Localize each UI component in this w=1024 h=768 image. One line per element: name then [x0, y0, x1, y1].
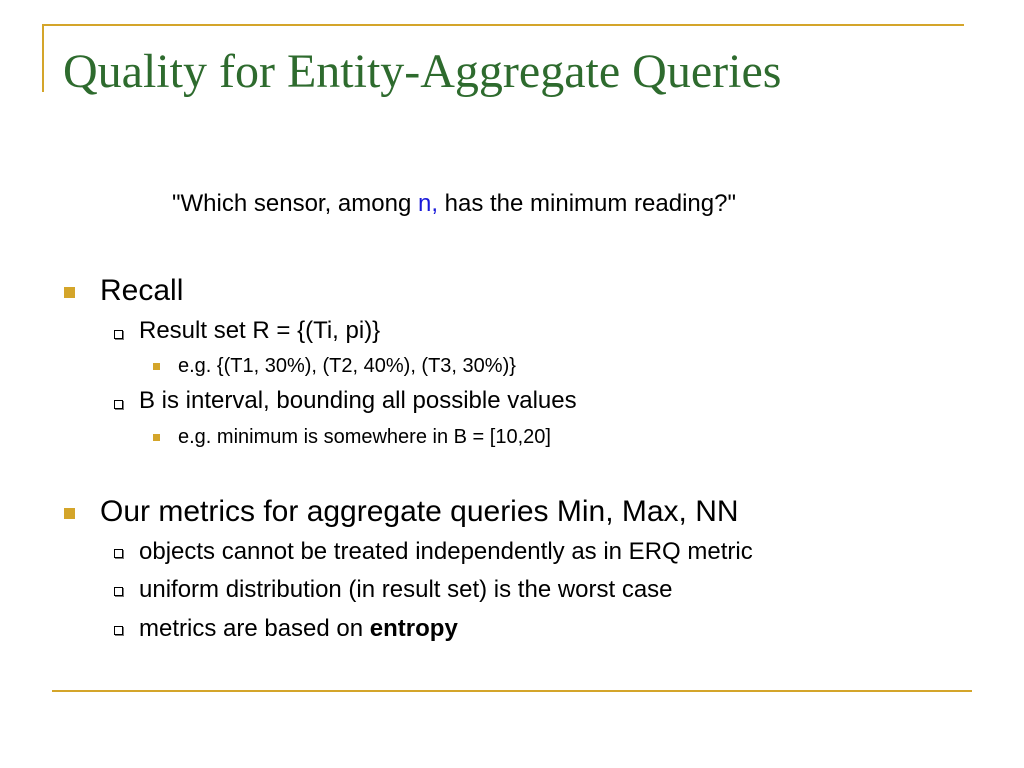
slide-title: Quality for Entity-Aggregate Queries	[63, 45, 782, 98]
question-highlight: n,	[417, 190, 438, 217]
left-frame-line	[42, 24, 44, 92]
sub-sub-bullet-square-icon	[153, 434, 160, 441]
example-result-set: e.g. {(T1, 30%), (T2, 40%), (T3, 30%)}	[178, 355, 516, 377]
sub-bullet-box-icon	[114, 587, 123, 596]
sub-bullet-box-icon	[114, 330, 123, 339]
sub-bullet-box-icon	[114, 549, 123, 558]
sub-bullet-entropy	[139, 614, 458, 644]
sub-bullet-interval: B is interval, bounding all possible values	[139, 387, 577, 414]
bullet-our-metrics: Our metrics for aggregate queries Min, Max, NN	[100, 495, 739, 528]
question-text	[172, 188, 736, 220]
question-prefix: "Which sensor, among	[172, 190, 418, 217]
sub-bullet-box-icon	[114, 400, 123, 409]
bullet-square-icon	[64, 287, 75, 298]
example-interval: e.g. minimum is somewhere in B = [10,20]	[178, 426, 551, 448]
sub-bullet-result-set: Result set R = {(Ti, pi)}	[139, 317, 381, 344]
top-frame-line	[44, 24, 964, 26]
bullet-square-icon	[64, 508, 75, 519]
bottom-frame-line	[52, 690, 972, 692]
entropy-term: entropy	[369, 615, 458, 642]
bullet-recall: Recall	[100, 274, 184, 307]
sub-bullet-box-icon	[114, 626, 123, 635]
sub-bullet-objects: objects cannot be treated independently as in ERQ metric	[139, 538, 753, 565]
question-suffix: has the minimum reading?"	[437, 190, 736, 217]
entropy-prefix: metrics are based on	[139, 615, 370, 642]
sub-bullet-uniform: uniform distribution (in result set) is the worst case	[139, 576, 673, 603]
sub-sub-bullet-square-icon	[153, 363, 160, 370]
